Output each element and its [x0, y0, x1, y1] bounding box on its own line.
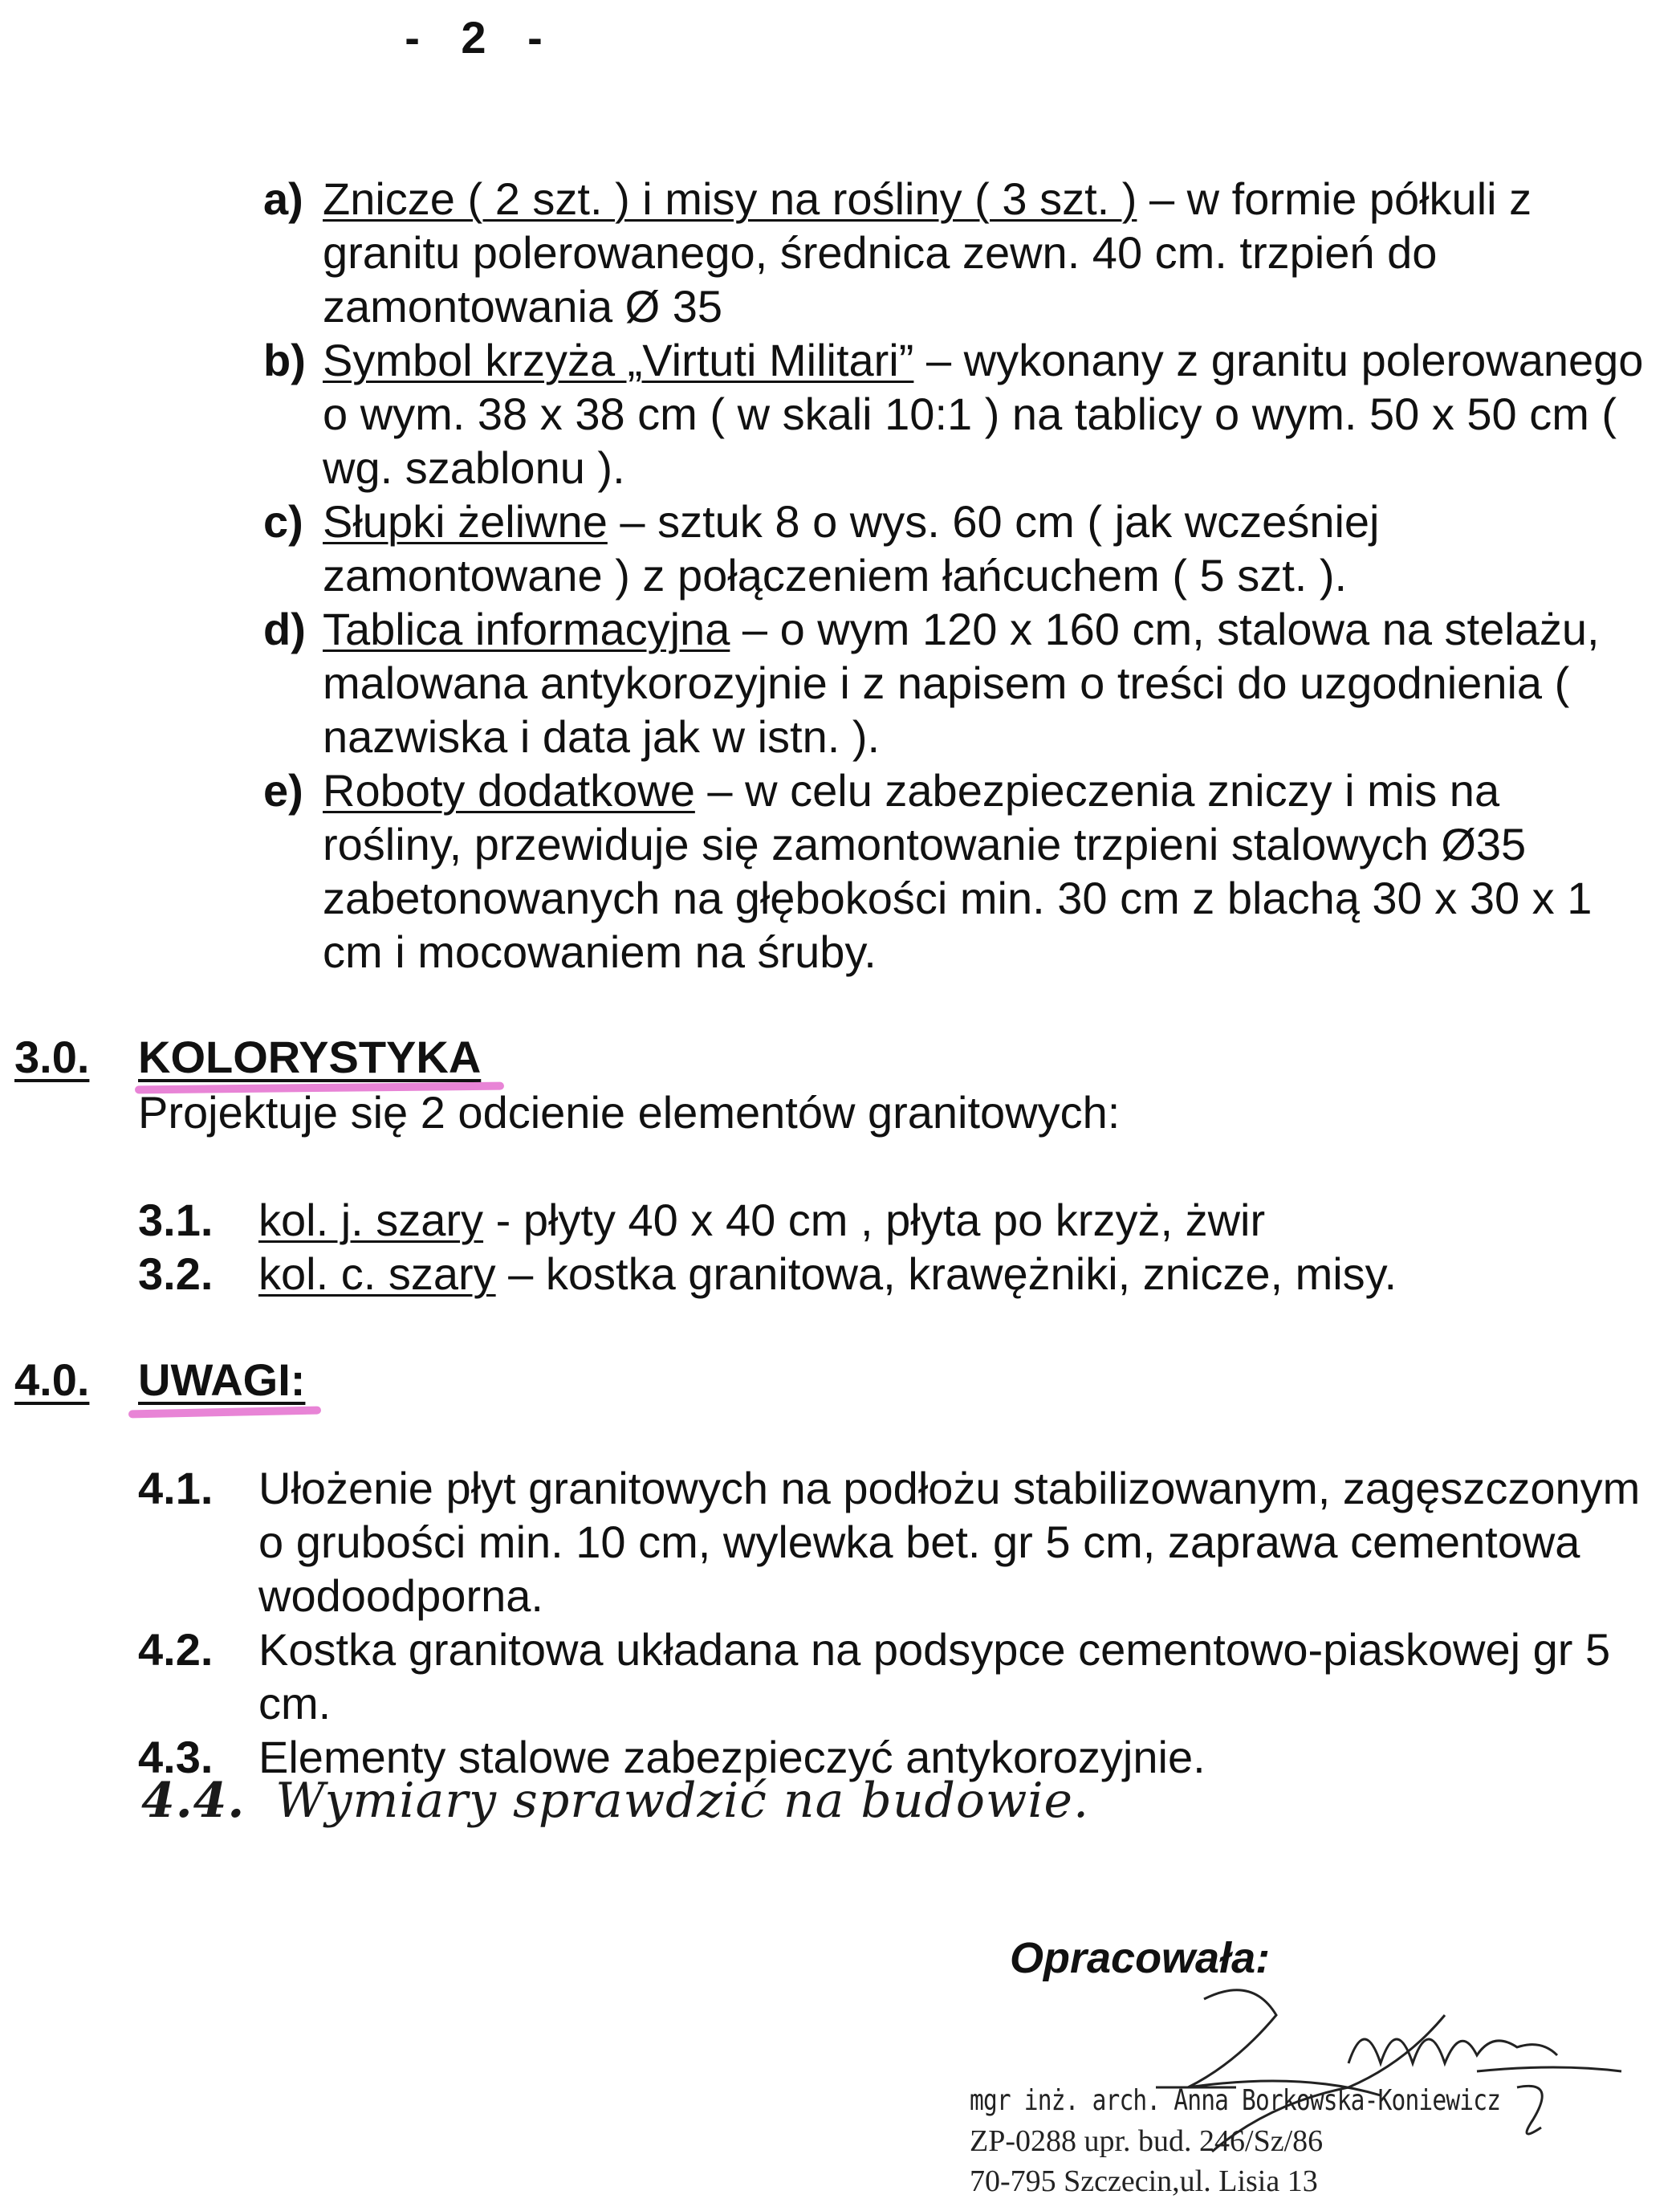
stamp-line-address: 70-795 Szczecin,ul. Lisia 13 [970, 2164, 1318, 2198]
list-item-letter: a) [263, 173, 303, 224]
list-item-heading: Znicze ( 2 szt. ) i misy na rośliny ( 3 szt. ) [323, 173, 1137, 224]
list-item [138, 1247, 1647, 1301]
list-item [138, 1623, 1647, 1730]
list-item-letter: c) [263, 496, 303, 547]
list-item-number: 3.1. [138, 1195, 214, 1245]
section-3-title: KOLORYSTYKA [138, 1032, 482, 1082]
list-item-heading: Symbol krzyża „Virtuti Militari” [323, 335, 914, 385]
prepared-by-label: Opracowała: [1010, 1934, 1271, 1982]
list-item-text: – w formie półkuli z granitu polerowanego, średnica zewn. 40 cm. trzpień do zamontowania Ø 35 [323, 173, 1532, 332]
author-stamp [970, 2081, 1501, 2201]
page-number-value: 2 [461, 12, 486, 63]
section-3-intro: Projektuje się 2 odcienie elementów granitowych: [138, 1087, 1121, 1138]
list-item [138, 1461, 1647, 1623]
section-4-heading [14, 1354, 305, 1406]
list-item-text: – o wym 120 x 160 cm, stalowa na stelażu, malowana antykorozyjnie i z napisem o treści do uzgodnienia ( nazwiska i data jak w istn. ). [323, 604, 1600, 762]
list-item-letter: d) [263, 604, 306, 654]
list-item-d [263, 602, 1644, 763]
list-item-text: - płyty 40 x 40 cm , płyta po krzyż, żwir [483, 1195, 1266, 1245]
handwritten-note-number: 4.4. [141, 1773, 246, 1829]
list-item-text: – sztuk 8 o wys. 60 cm ( jak wcześniej zamontowane ) z połączeniem łańcuchem ( 5 szt. ). [323, 496, 1380, 601]
list-item-c [263, 495, 1644, 602]
list-item-number: 4.2. [138, 1624, 214, 1675]
list-item-heading: kol. j. szary [258, 1195, 484, 1245]
highlighter-mark [128, 1406, 321, 1418]
section-4-list [138, 1461, 1647, 1784]
list-item-heading: kol. c. szary [258, 1248, 496, 1299]
list-item [138, 1193, 1647, 1247]
page-number [0, 11, 947, 63]
stamp-line-name: mgr inż. arch. Anna Borkowska-Koniewicz [970, 2084, 1501, 2117]
list-item-letter: b) [263, 335, 306, 385]
list-item-number: 4.3. [138, 1732, 214, 1782]
handwritten-note [141, 1773, 1089, 1829]
list-item-letter: e) [263, 765, 303, 816]
list-item-text: Ułożenie płyt granitowych na podłożu stabilizowanym, zagęszczonym o grubości min. 10 cm, wylewka bet. gr 5 cm, zaprawa cementowa wodoodporna. [258, 1463, 1641, 1621]
list-item-number: 4.1. [138, 1463, 214, 1513]
page-number-dash-right: - [527, 12, 543, 63]
list-item-text: Kostka granitowa układana na podsypce cementowo-piaskowej gr 5 cm. [258, 1624, 1611, 1728]
list-item-heading: Tablica informacyjna [323, 604, 730, 654]
list-item-text: – kostka granitowa, krawężniki, znicze, misy. [495, 1248, 1397, 1299]
list-item-text: – w celu zabezpieczenia zniczy i mis na rośliny, przewiduje się zamontowanie trzpieni stalowych Ø35 zabetonowanych na głębokości min. 30 cm z blachą 30 x 30 x 1 cm i mocowaniem na śruby. [323, 765, 1593, 977]
section-3-list [138, 1193, 1647, 1301]
handwritten-note-text: Wymiary sprawdzić na budowie. [275, 1773, 1090, 1829]
section-4-title: UWAGI: [138, 1354, 306, 1405]
materials-list [263, 172, 1644, 979]
list-item-heading: Roboty dodatkowe [323, 765, 695, 816]
list-item-heading: Słupki żeliwne [323, 496, 608, 547]
list-item-a [263, 172, 1644, 333]
list-item-e [263, 763, 1644, 979]
section-3-heading [14, 1031, 481, 1083]
section-3-number: 3.0. [14, 1032, 90, 1082]
section-4-number: 4.0. [14, 1354, 90, 1405]
list-item-text: – wykonany z granitu polerowanego o wym. 38 x 38 cm ( w skali 10:1 ) na tablicy o wym. 50 x 50 cm ( wg. szablonu ). [323, 335, 1644, 493]
stamp-line-license: ZP-0288 upr. bud. 246/Sz/86 [970, 2124, 1324, 2158]
list-item-b [263, 333, 1644, 495]
list-item-number: 3.2. [138, 1248, 214, 1299]
list-item-text: Elementy stalowe zabezpieczyć antykorozyjnie. [258, 1732, 1206, 1782]
page-number-dash-left: - [405, 12, 420, 63]
